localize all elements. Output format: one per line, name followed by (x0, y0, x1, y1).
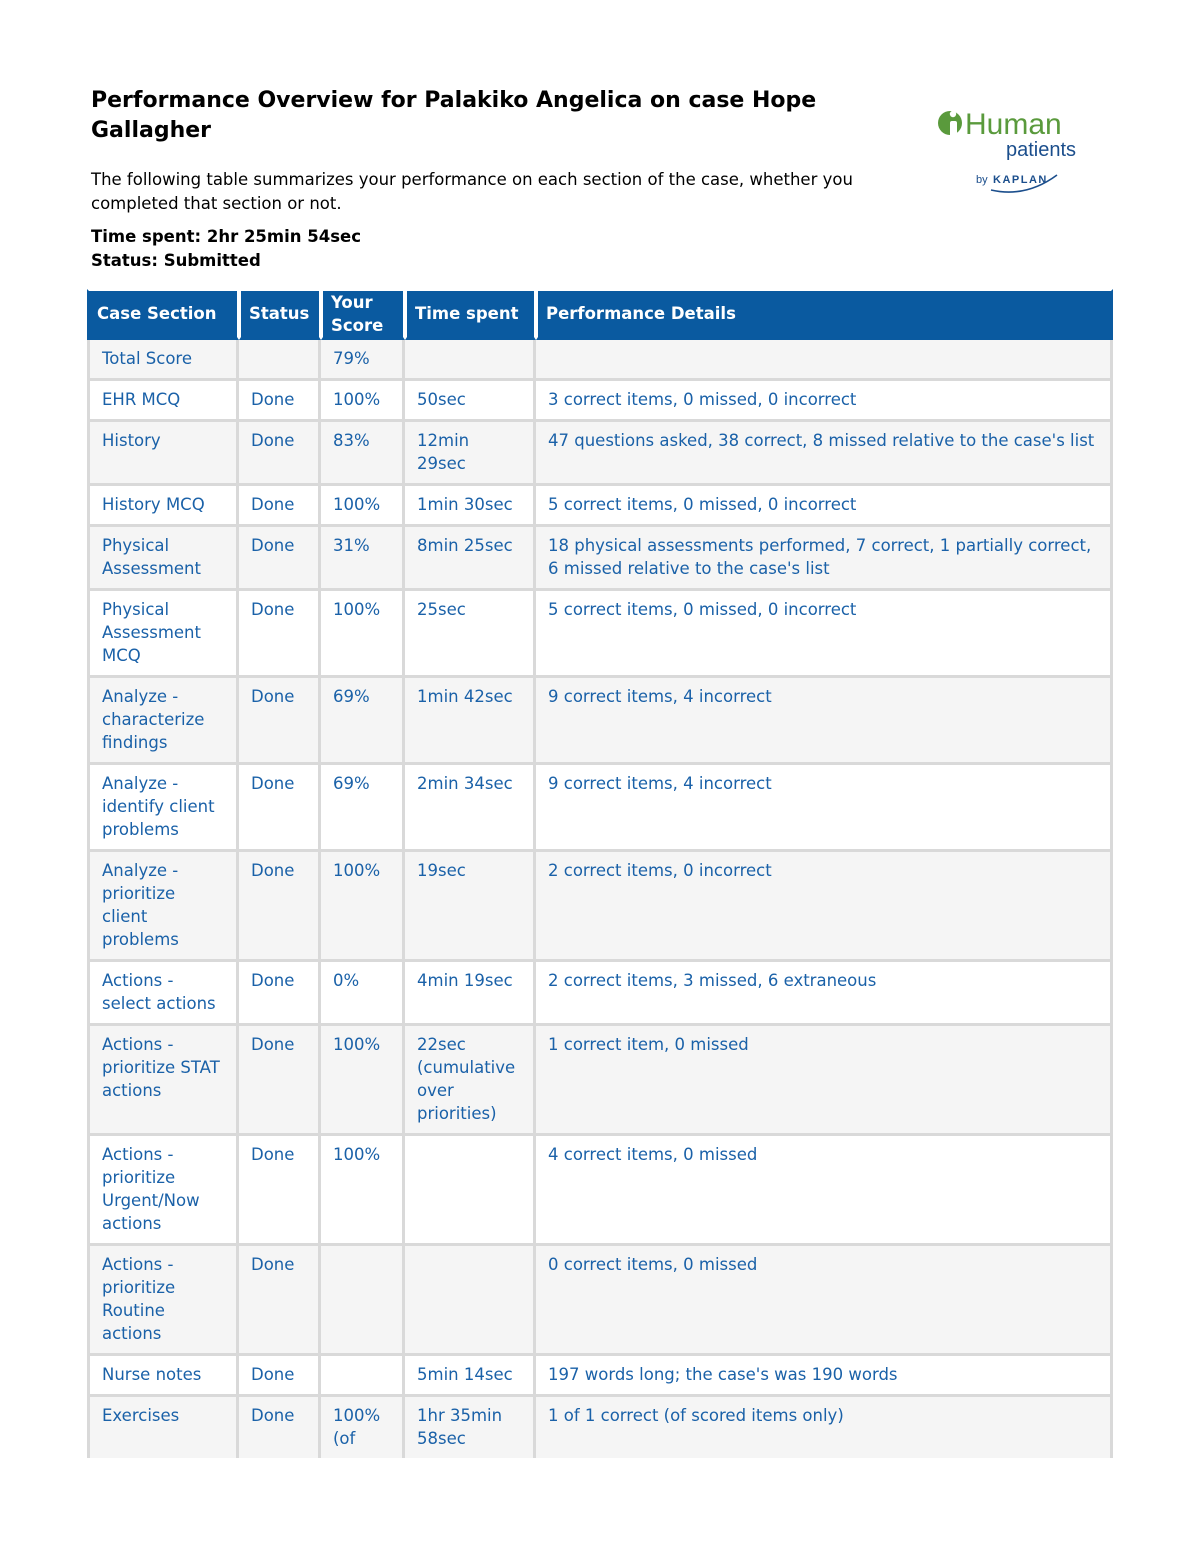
logo-head-dot (950, 111, 956, 117)
cell-section: Actions - select actions (87, 962, 239, 1026)
logo-brand-text: Human (965, 108, 1062, 141)
cell-time: 5min 14sec (405, 1356, 536, 1397)
page-title: Performance Overview for Palakiko Angelica on case Hope Gallagher (91, 88, 817, 143)
cell-score: 100% (321, 591, 405, 678)
cell-time: 4min 19sec (405, 962, 536, 1026)
cell-details: 4 correct items, 0 missed (536, 1136, 1113, 1246)
cell-time (405, 1246, 536, 1356)
cell-section: History MCQ (87, 486, 239, 527)
table-row (87, 1397, 1113, 1458)
cell-time (405, 1136, 536, 1246)
cell-details: 2 correct items, 3 missed, 6 extraneous (536, 962, 1113, 1026)
cell-time: 2min 34sec (405, 765, 536, 852)
intro-text: The following table summarizes your performance on each section of the case, whether you completed that section or not. (91, 170, 853, 213)
cell-time: 19sec (405, 852, 536, 962)
cell-status: Done (239, 852, 321, 962)
cell-section: EHR MCQ (87, 381, 239, 422)
cell-score: 83% (321, 422, 405, 486)
cell-score: 100% (321, 1026, 405, 1136)
cell-details: 1 of 1 correct (of scored items only) (536, 1397, 1113, 1458)
cell-status: Done (239, 381, 321, 422)
cell-details: 2 correct items, 0 incorrect (536, 852, 1113, 962)
table-row (87, 852, 1113, 962)
cell-status: Done (239, 1246, 321, 1356)
cell-section: Analyze - characterize findings (87, 678, 239, 765)
cell-time: 1min 30sec (405, 486, 536, 527)
logo-body-shape (950, 121, 957, 139)
table-row (87, 381, 1113, 422)
column-header-time-spent: Time spent (405, 289, 536, 340)
cell-details: 9 correct items, 4 incorrect (536, 765, 1113, 852)
cell-details: 5 correct items, 0 missed, 0 incorrect (536, 486, 1113, 527)
cell-section: Analyze - identify client problems (87, 765, 239, 852)
cell-details: 197 words long; the case's was 190 words (536, 1356, 1113, 1397)
cell-details: 18 physical assessments performed, 7 correct, 1 partially correct, 6 missed relative to the case's list (536, 527, 1113, 591)
cell-section: Nurse notes (87, 1356, 239, 1397)
cell-status: Done (239, 1136, 321, 1246)
cell-score: 100% (321, 1136, 405, 1246)
cell-time: 22sec (cumulative over priorities) (405, 1026, 536, 1136)
column-header-score: Your Score (321, 289, 405, 340)
cell-score: 100% (of (321, 1397, 405, 1458)
cell-section: Total Score (87, 340, 239, 381)
table-row (87, 486, 1113, 527)
cell-status (239, 340, 321, 381)
cell-score: 69% (321, 765, 405, 852)
cell-status: Done (239, 1397, 321, 1458)
cell-score: 79% (321, 340, 405, 381)
cell-time: 8min 25sec (405, 527, 536, 591)
cell-status: Done (239, 765, 321, 852)
submission-status: Status: Submitted (91, 251, 261, 270)
cell-status: Done (239, 422, 321, 486)
cell-section: History (87, 422, 239, 486)
cell-time: 1hr 35min 58sec (405, 1397, 536, 1458)
total-time-spent: Time spent: 2hr 25min 54sec (91, 227, 362, 246)
table-row (87, 422, 1113, 486)
cell-score: 100% (321, 852, 405, 962)
cell-score (321, 1356, 405, 1397)
cell-status: Done (239, 527, 321, 591)
cell-status: Done (239, 1356, 321, 1397)
cell-section: Actions - prioritize Urgent/Now actions (87, 1136, 239, 1246)
table-row (87, 527, 1113, 591)
cell-status: Done (239, 1026, 321, 1136)
table-row (87, 765, 1113, 852)
table-row (87, 1026, 1113, 1136)
cell-details: 3 correct items, 0 missed, 0 incorrect (536, 381, 1113, 422)
cell-time: 25sec (405, 591, 536, 678)
column-header-status: Status (239, 289, 321, 340)
performance-table (87, 289, 1113, 1458)
cell-time: 50sec (405, 381, 536, 422)
cell-section: Actions - prioritize STAT actions (87, 1026, 239, 1136)
cell-score: 31% (321, 527, 405, 591)
logo-company-text: KAPLAN (993, 174, 1048, 186)
cell-details: 9 correct items, 4 incorrect (536, 678, 1113, 765)
cell-score: 100% (321, 381, 405, 422)
summary-block (91, 225, 361, 273)
cell-score: 69% (321, 678, 405, 765)
column-header-case-section: Case Section (87, 289, 239, 340)
logo-sub-text: patients (1006, 139, 1077, 161)
table-row (87, 340, 1113, 381)
cell-section: Exercises (87, 1397, 239, 1458)
cell-status: Done (239, 962, 321, 1026)
cell-details: 1 correct item, 0 missed (536, 1026, 1113, 1136)
cell-time: 12min 29sec (405, 422, 536, 486)
logo-by-text: by (976, 174, 988, 186)
cell-section: Actions - prioritize Routine actions (87, 1246, 239, 1356)
table-row (87, 962, 1113, 1026)
column-header-details: Performance Details (536, 289, 1113, 340)
cell-section: Physical Assessment MCQ (87, 591, 239, 678)
cell-section: Physical Assessment (87, 527, 239, 591)
cell-details: 5 correct items, 0 missed, 0 incorrect (536, 591, 1113, 678)
cell-details: 47 questions asked, 38 correct, 8 missed relative to the case's list (536, 422, 1113, 486)
cell-time (405, 340, 536, 381)
cell-status: Done (239, 678, 321, 765)
cell-status: Done (239, 486, 321, 527)
cell-score: 100% (321, 486, 405, 527)
table-row (87, 678, 1113, 765)
table-row (87, 1136, 1113, 1246)
table-row (87, 1356, 1113, 1397)
cell-details: 0 correct items, 0 missed (536, 1246, 1113, 1356)
cell-time: 1min 42sec (405, 678, 536, 765)
cell-score (321, 1246, 405, 1356)
cell-status: Done (239, 591, 321, 678)
cell-score: 0% (321, 962, 405, 1026)
table-header-row (87, 289, 1113, 340)
human-patients-logo (936, 103, 1106, 193)
table-row (87, 1246, 1113, 1356)
table-row (87, 591, 1113, 678)
cell-details (536, 340, 1113, 381)
cell-section: Analyze - prioritize client problems (87, 852, 239, 962)
